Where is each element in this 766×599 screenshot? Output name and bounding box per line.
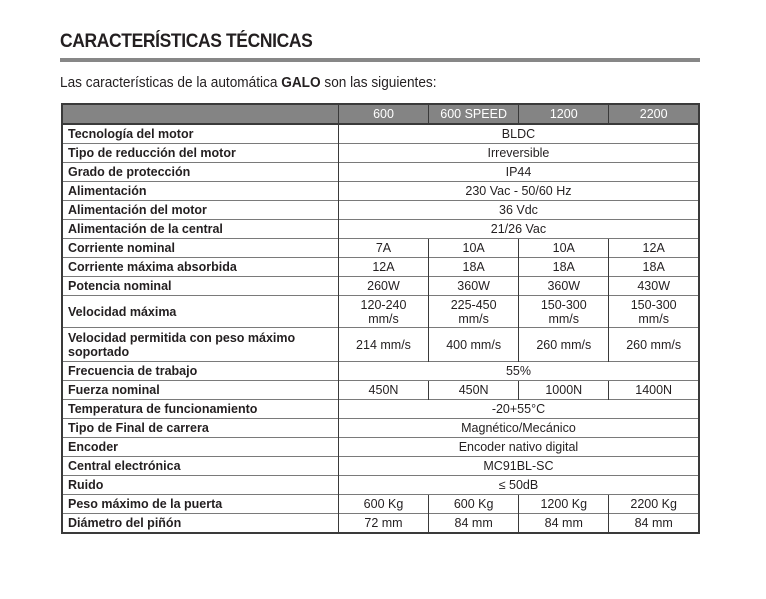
row-label: Grado de protección bbox=[62, 163, 338, 182]
spec-value: 1200 Kg bbox=[519, 495, 609, 514]
spec-value-all-models: Magnético/Mecánico bbox=[338, 419, 699, 438]
table-row bbox=[62, 400, 699, 419]
column-header-600-speed: 600 SPEED bbox=[429, 104, 519, 124]
intro-prefix: Las características de la automática bbox=[60, 75, 282, 91]
row-label: Corriente máxima absorbida bbox=[62, 258, 338, 277]
table-row bbox=[62, 144, 699, 163]
row-label: Alimentación de la central bbox=[62, 220, 338, 239]
brand-name: GALO bbox=[281, 75, 321, 91]
spec-value-all-models: 230 Vac - 50/60 Hz bbox=[338, 182, 699, 201]
table-row bbox=[62, 239, 699, 258]
table-row bbox=[62, 163, 699, 182]
row-label: Central electrónica bbox=[62, 457, 338, 476]
table-body bbox=[62, 124, 699, 533]
row-label: Tecnología del motor bbox=[62, 124, 338, 144]
spec-value-all-models: MC91BL-SC bbox=[338, 457, 699, 476]
spec-value: 150-300 mm/s bbox=[609, 296, 699, 328]
spec-value: 225-450 mm/s bbox=[429, 296, 519, 328]
spec-value: 18A bbox=[609, 258, 699, 277]
spec-value: 260 mm/s bbox=[519, 328, 609, 362]
spec-value: 10A bbox=[519, 239, 609, 258]
spec-value: 1000N bbox=[519, 381, 609, 400]
specs-table bbox=[61, 103, 700, 534]
spec-value: 18A bbox=[519, 258, 609, 277]
row-label: Ruido bbox=[62, 476, 338, 495]
spec-value: 7A bbox=[338, 239, 428, 258]
spec-value: 360W bbox=[429, 277, 519, 296]
title-divider bbox=[60, 58, 700, 62]
spec-value: 260 mm/s bbox=[609, 328, 699, 362]
spec-value-all-models: 55% bbox=[338, 362, 699, 381]
row-label: Velocidad permitida con peso máximo soportado bbox=[62, 328, 338, 362]
spec-value: 260W bbox=[338, 277, 428, 296]
row-label: Alimentación del motor bbox=[62, 201, 338, 220]
table-row bbox=[62, 419, 699, 438]
column-header-1200: 1200 bbox=[519, 104, 609, 124]
spec-value-all-models: IP44 bbox=[338, 163, 699, 182]
spec-value: 12A bbox=[338, 258, 428, 277]
row-label: Fuerza nominal bbox=[62, 381, 338, 400]
spec-value: 600 Kg bbox=[338, 495, 428, 514]
table-row bbox=[62, 277, 699, 296]
table-row bbox=[62, 381, 699, 400]
intro-suffix: son las siguientes: bbox=[320, 75, 437, 91]
table-row bbox=[62, 457, 699, 476]
row-label: Alimentación bbox=[62, 182, 338, 201]
intro-text bbox=[60, 75, 437, 91]
spec-value: 18A bbox=[429, 258, 519, 277]
spec-value-all-models: Encoder nativo digital bbox=[338, 438, 699, 457]
spec-value: 2200 Kg bbox=[609, 495, 699, 514]
spec-value: 84 mm bbox=[609, 514, 699, 534]
table-row bbox=[62, 514, 699, 534]
row-label: Corriente nominal bbox=[62, 239, 338, 258]
spec-value: 1400N bbox=[609, 381, 699, 400]
column-header-blank bbox=[62, 104, 338, 124]
table-header-row bbox=[62, 104, 699, 124]
column-header-2200: 2200 bbox=[609, 104, 699, 124]
spec-value: 450N bbox=[338, 381, 428, 400]
spec-value-all-models: ≤ 50dB bbox=[338, 476, 699, 495]
table-row bbox=[62, 201, 699, 220]
spec-value: 10A bbox=[429, 239, 519, 258]
row-label: Velocidad máxima bbox=[62, 296, 338, 328]
table-row bbox=[62, 438, 699, 457]
spec-value: 450N bbox=[429, 381, 519, 400]
spec-value-all-models: Irreversible bbox=[338, 144, 699, 163]
spec-value: 430W bbox=[609, 277, 699, 296]
row-label: Diámetro del piñón bbox=[62, 514, 338, 534]
table-row bbox=[62, 362, 699, 381]
row-label: Potencia nominal bbox=[62, 277, 338, 296]
spec-value-all-models: 21/26 Vac bbox=[338, 220, 699, 239]
row-label: Tipo de Final de carrera bbox=[62, 419, 338, 438]
spec-value: 72 mm bbox=[338, 514, 428, 534]
row-label: Temperatura de funcionamiento bbox=[62, 400, 338, 419]
table-row bbox=[62, 258, 699, 277]
spec-value: 150-300 mm/s bbox=[519, 296, 609, 328]
spec-value: 84 mm bbox=[429, 514, 519, 534]
spec-value-all-models: -20+55°C bbox=[338, 400, 699, 419]
spec-value: 120-240 mm/s bbox=[338, 296, 428, 328]
row-label: Frecuencia de trabajo bbox=[62, 362, 338, 381]
table-row bbox=[62, 476, 699, 495]
table-row bbox=[62, 220, 699, 239]
table-row bbox=[62, 182, 699, 201]
spec-value: 12A bbox=[609, 239, 699, 258]
page-title: CARACTERÍSTICAS TÉCNICAS bbox=[60, 31, 313, 52]
row-label: Encoder bbox=[62, 438, 338, 457]
table-row bbox=[62, 296, 699, 328]
table-row bbox=[62, 495, 699, 514]
table-row bbox=[62, 328, 699, 362]
spec-value-all-models: BLDC bbox=[338, 124, 699, 144]
spec-value: 400 mm/s bbox=[429, 328, 519, 362]
spec-value: 600 Kg bbox=[429, 495, 519, 514]
spec-value: 84 mm bbox=[519, 514, 609, 534]
spec-value-all-models: 36 Vdc bbox=[338, 201, 699, 220]
row-label: Peso máximo de la puerta bbox=[62, 495, 338, 514]
column-header-600: 600 bbox=[338, 104, 428, 124]
table-row bbox=[62, 124, 699, 144]
spec-value: 360W bbox=[519, 277, 609, 296]
spec-value: 214 mm/s bbox=[338, 328, 428, 362]
row-label: Tipo de reducción del motor bbox=[62, 144, 338, 163]
